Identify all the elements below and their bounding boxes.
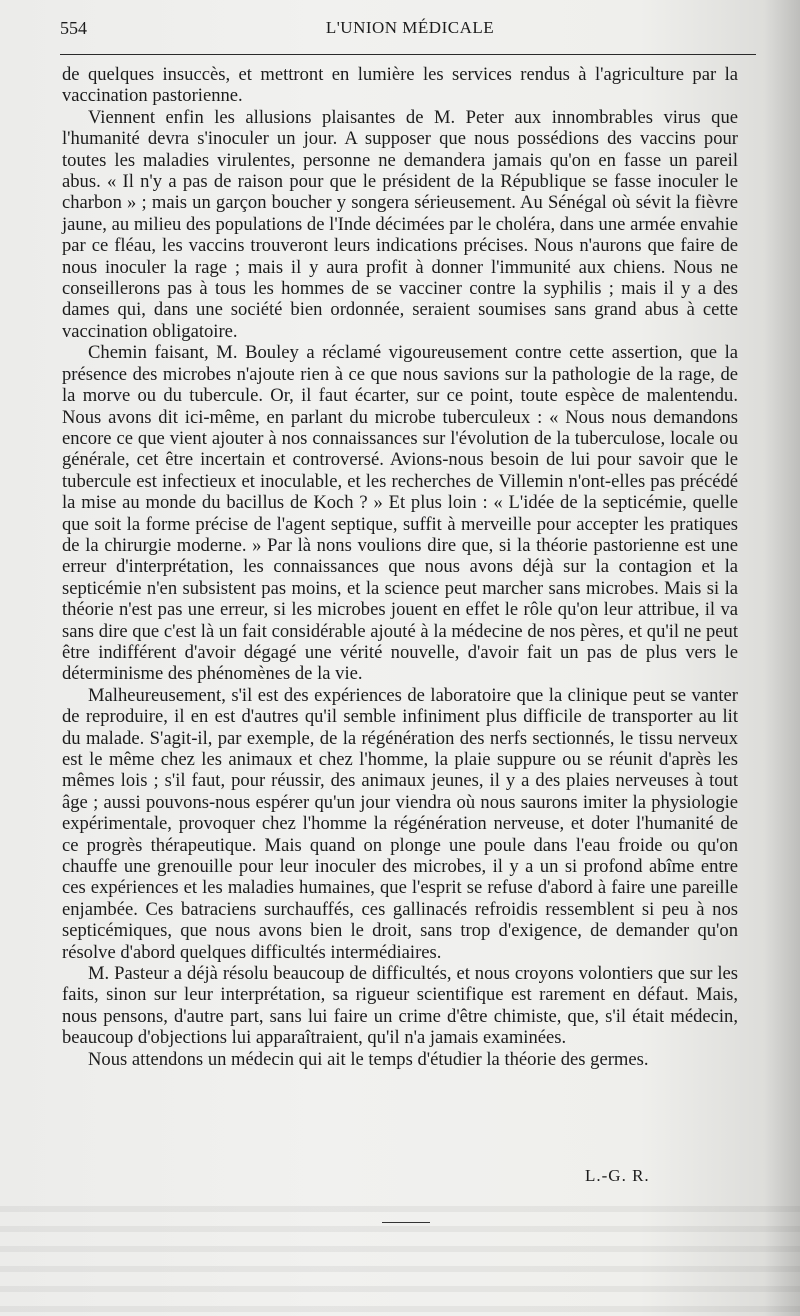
page-header [60,18,760,46]
paragraph-vaccins: Viennent enfin les allusions plaisantes de M. Peter aux innombrables virus que l'humanité devra s'inoculer un jour. A supposer que nous possédions des vaccins pour toutes les maladies virulentes, personne ne demandera jamais qu'on en fasse un pareil abus. « Il n'y a pas de raison pour que le président de la République se fasse inoculer le charbon » ; mais un garçon boucher y songera sérieusement. Au Sénégal où sévit la fièvre jaune, au milieu des populations de l'Inde décimées par le choléra, dans une armée envahie par ce fléau, les vaccins trouveront leurs indications précises. Nous n'aurons que faire de nous inoculer la rage ; mais il y aura profit à donner l'immunité aux chiens. Nous ne conseillerons pas à tous les hommes de se vacciner contre la syphilis ; mais il y a des dames qui, dans une société bien ordonnée, seraient soumises sans grand abus à cette vaccination obligatoire. [62,106,738,342]
author-signature: L.-G. R. [585,1166,650,1185]
paragraph-pasteur: M. Pasteur a déjà résolu beaucoup de difficultés, et nous croyons volontiers que sur les faits, sinon sur leur interprétation, sa rigueur scientifique est rarement en défaut. Mais, nous pensons, d'autre part, sans lui faire un crime d'être chimiste, que, s'il était médecin, beaucoup d'objections lui apparaîtraient, qu'il n'a jamais examinées. [62,963,738,1049]
article-body [62,64,738,1070]
page-edge-shadow [764,0,800,1316]
paragraph-bouley: Chemin faisant, M. Bouley a réclamé vigoureusement contre cette assertion, que la présence des microbes n'ajoute rien à ce que nous savions sur la pathologie de la rage, de la morve ou du tubercule. Or, il faut écarter, sur ce point, toute espèce de malentendu. Nous avons dit ici-même, en parlant du microbe tuberculeux : « Nous nous demandons encore ce que vient ajouter à nos connaissances sur l'évolution de la tuberculose, locale ou générale, cet être incertain et controversé. Avions-nous besoin de lui pour savoir que le tubercule est infectieux et inoculable, et les recherches de Villemin n'ont-elles pas précédé la mise au monde du bacillus de Koch ? » Et plus loin : « L'idée de la septicémie, quelle que soit la forme précise de l'agent septique, suffit à merveille pour accepter les pratiques de la chirurgie moderne. » Par là nons voulions dire que, si la théorie pastorienne est une erreur d'interprétation, les connaissances que nous avons déjà sur la contagion et la septicémie n'en subsistent pas moins, et la science peut marcher sans microbes. Mais si la théorie n'est pas une erreur, si les microbes jouent en effet le rôle qu'on leur attribue, il va sans dire que c'est là un fait considérable ajouté à la médecine de nos pères, et qu'il ne peut être indifférent d'avoir dégagé une vérité nouvelle, d'avoir fait un pas de plus vers le déterminisme des phénomènes de la vie. [62,342,738,685]
header-rule [60,54,756,55]
paragraph-continuation: de quelques insuccès, et mettront en lumière les services rendus à l'agriculture par la vaccination pastorienne. [62,64,738,107]
show-through-texture [0,1192,800,1316]
running-title: L'UNION MÉDICALE [325,18,495,37]
page-number: 554 [60,18,87,38]
paragraph-conclusion: Nous attendons un médecin qui ait le temps d'étudier la théorie des germes. [88,1048,649,1070]
paragraph-laboratoire: Malheureusement, s'il est des expériences de laboratoire que la clinique peut se vanter de reproduire, il en est d'autres qu'il semble infiniment plus difficile de transporter au lit du malade. S'agit-il, par exemple, de la régénération des nerfs sectionnés, le tissu nerveux est le même chez les animaux et chez l'homme, la plaie suppure ou se réunit d'après les mêmes lois ; s'il faut, pour réussir, des animaux jeunes, il y a des plaies nerveuses à tout âge ; aussi pouvons-nous espérer qu'un jour viendra où nous saurons imiter la physiologie expérimentale, provoquer chez l'homme la régénération nerveuse, et doter l'humanité de ce progrès thérapeutique. Mais quand on plonge une poule dans l'eau froide ou qu'on chauffe une grenouille pour leur inoculer des microbes, il y a un si profond abîme entre ces expériences et les maladies humaines, que l'esprit se refuse d'abord à faire une pareille enjambée. Ces batraciens surchauffés, ces gallinacés refroidis ressemblent si peu à nos septicémiques, que nous avons bien le droit, sans trop d'exigence, de demander qu'on résolve d'abord quelques difficultés intermédiaires. [62,684,738,963]
